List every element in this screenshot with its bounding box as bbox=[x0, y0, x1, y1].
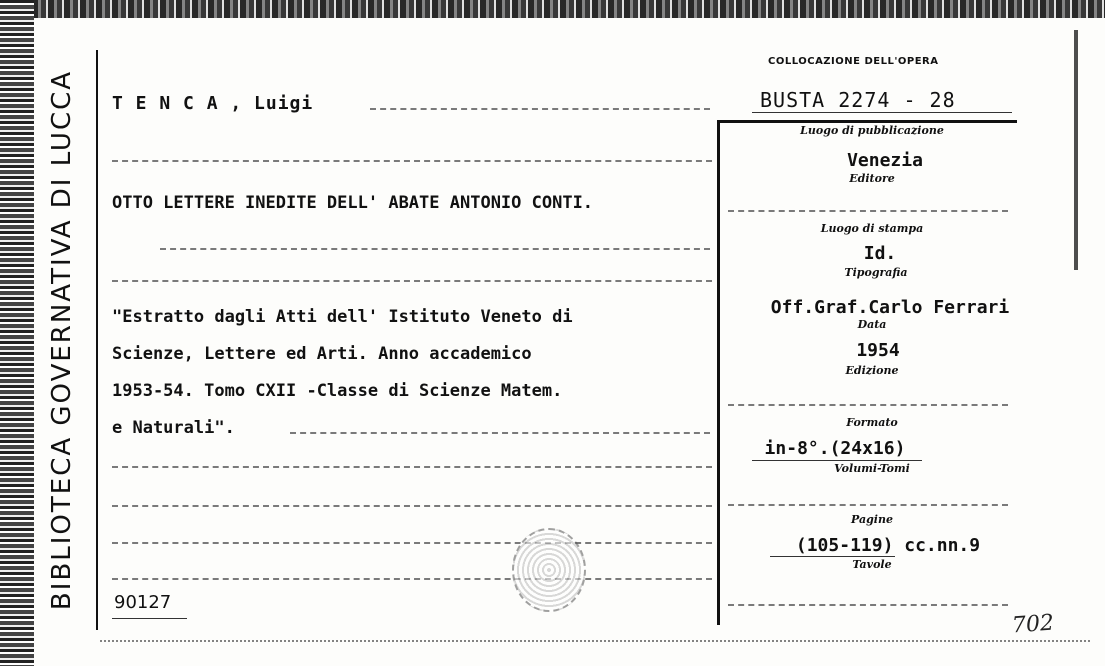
rule-line bbox=[112, 578, 712, 580]
collocation-heading: COLLOCAZIONE DELL'OPERA bbox=[768, 56, 939, 67]
margin-rule bbox=[96, 50, 98, 630]
note-line-4: e Naturali". bbox=[112, 418, 235, 438]
field-value-date: 1954 bbox=[856, 340, 900, 361]
collocation-rule-vertical bbox=[717, 120, 720, 625]
field-label-place-of-publication: Luogo di pubblicazione bbox=[800, 124, 944, 137]
field-label-date: Data bbox=[857, 318, 887, 331]
inventory-number: 90127 bbox=[114, 592, 172, 613]
rule-line bbox=[728, 604, 1008, 606]
field-label-edition: Edizione bbox=[845, 364, 899, 377]
scan-left-edge bbox=[0, 0, 34, 666]
scan-right-mark bbox=[1074, 30, 1078, 270]
rule-line bbox=[728, 504, 1008, 506]
underline bbox=[770, 556, 895, 557]
rule-line bbox=[112, 160, 712, 162]
library-name: BIBLIOTECA GOVERNATIVA DI LUCCA bbox=[47, 69, 77, 611]
note-line-1: "Estratto dagli Atti dell' Istituto Veneto di bbox=[112, 307, 573, 327]
field-value-place-of-printing: Id. bbox=[863, 243, 897, 264]
field-value-place-of-publication: Venezia bbox=[847, 150, 923, 171]
shelfmark: BUSTA 2274 - 28 bbox=[760, 88, 956, 112]
underline bbox=[112, 618, 187, 619]
work-title: OTTO LETTERE INEDITE DELL' ABATE ANTONIO CONTI. bbox=[112, 193, 594, 213]
rule-line bbox=[112, 505, 712, 507]
rule-line bbox=[728, 404, 1008, 406]
field-label-plates: Tavole bbox=[852, 558, 892, 571]
author-name: T E N C A , Luigi bbox=[112, 93, 314, 114]
rule-line bbox=[160, 248, 710, 250]
field-label-place-of-printing: Luogo di stampa bbox=[820, 222, 924, 235]
field-label-format: Formato bbox=[846, 416, 898, 429]
rule-line bbox=[112, 466, 712, 468]
rule-line bbox=[370, 108, 710, 110]
field-value-format: in-8°.(24x16) bbox=[764, 438, 906, 459]
note-line-2: Scienze, Lettere ed Arti. Anno accademico bbox=[112, 344, 532, 364]
field-value-printer: Off.Graf.Carlo Ferrari bbox=[770, 297, 1010, 318]
rule-line bbox=[112, 280, 712, 282]
field-value-pages: (105-119) cc.nn.9 bbox=[795, 535, 981, 556]
collocation-rule-horizontal bbox=[717, 120, 1017, 123]
field-label-printer: Tipografia bbox=[844, 266, 908, 279]
library-stamp bbox=[512, 528, 586, 612]
underline bbox=[752, 112, 1012, 113]
handwritten-note: 702 bbox=[1011, 610, 1055, 639]
rule-line bbox=[112, 542, 712, 544]
underline bbox=[752, 460, 922, 461]
field-label-publisher: Editore bbox=[849, 172, 895, 185]
field-label-volumes: Volumi-Tomi bbox=[834, 462, 910, 475]
note-line-3: 1953-54. Tomo CXII -Classe di Scienze Matem. bbox=[112, 381, 563, 401]
scan-top-edge bbox=[0, 0, 1105, 18]
rule-line bbox=[290, 432, 710, 434]
rule-line bbox=[728, 210, 1008, 212]
field-label-pages: Pagine bbox=[851, 513, 893, 526]
library-spine bbox=[38, 40, 86, 640]
scan-bottom-edge bbox=[100, 640, 1090, 656]
